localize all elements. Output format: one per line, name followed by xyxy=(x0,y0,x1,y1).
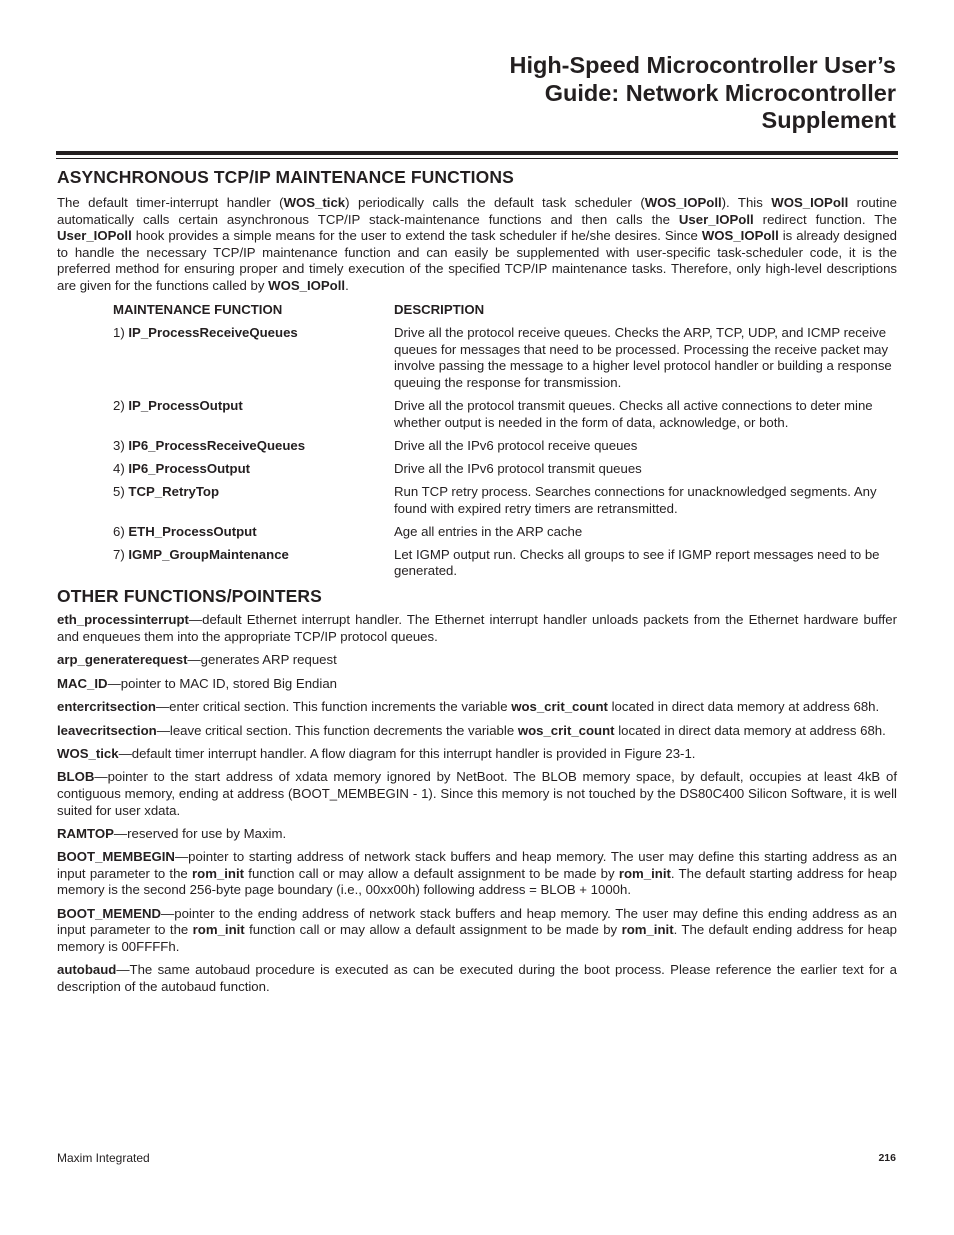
text-run: —default timer interrupt handler. A flow diagram for this interrupt handler is provided in Figure 23-1. xyxy=(118,745,696,761)
title-rule-thin xyxy=(56,158,898,159)
term-bold: leavecritsection xyxy=(57,722,157,738)
table-row xyxy=(113,438,897,461)
function-number: 5) xyxy=(113,483,129,499)
term-bold: WOS_IOPoll xyxy=(771,195,849,210)
text-run: . The default starting address for heap memory is the second 256-byte page boundary (i.e., 00xx00h) following address = BLOB + 1000h. xyxy=(57,865,897,898)
term-bold: rom_init xyxy=(621,922,674,938)
text-run: located in direct data memory at address 68h. xyxy=(614,722,886,738)
text-run: —default Ethernet interrupt handler. The Ethernet interrupt handler unloads packets from the Ethernet hardware buffer and enqueues them into the appropriate TCP/IP protocol queues. xyxy=(57,612,897,644)
term-bold: autobaud xyxy=(57,962,117,978)
table-row xyxy=(113,461,897,484)
text-run: ) periodically calls the default task scheduler ( xyxy=(345,195,645,210)
function-cell xyxy=(113,461,394,484)
definition-item xyxy=(57,906,897,956)
term-bold: WOS_IOPoll xyxy=(701,228,779,244)
function-number: 6) xyxy=(113,523,129,539)
text-run: —pointer to MAC ID, stored Big Endian xyxy=(107,675,337,691)
term-bold: wos_crit_count xyxy=(511,699,608,715)
table-header-row xyxy=(113,302,897,326)
table-row xyxy=(113,547,897,587)
title-line-2: Guide: Network Microcontroller xyxy=(544,79,896,106)
term-bold: BOOT_MEMBEGIN xyxy=(57,849,175,865)
function-cell xyxy=(113,524,394,547)
term-bold: wos_crit_count xyxy=(517,722,615,738)
definitions-list xyxy=(57,612,897,995)
function-cell xyxy=(113,547,394,587)
function-description: Age all entries in the ARP cache xyxy=(394,523,583,539)
definition-item xyxy=(57,746,897,763)
definition-item xyxy=(57,612,897,645)
title-rule-thick xyxy=(56,151,898,155)
text-run: hook provides a simple means for the user to extend the task scheduler if he/she desires. Since xyxy=(131,228,702,244)
definition-item xyxy=(57,849,897,899)
function-cell xyxy=(113,484,394,524)
text-run: ). This xyxy=(721,195,772,210)
text-run: redirect function. The xyxy=(753,211,897,227)
term-bold: WOS_IOPoll xyxy=(644,195,722,210)
text-run: —pointer to the ending address of network stack buffers and heap memory. The user may define this ending address as an input parameter to the xyxy=(57,905,897,938)
definition-item xyxy=(57,962,897,995)
term-bold: eth_processinterrupt xyxy=(57,612,189,628)
term-bold: MAC_ID xyxy=(57,675,108,691)
text-run: is already designed to handle the necessary TCP/IP maintenance function and can easily be supplemented with user-specific task-scheduler code, it is the preferred method for ensuring proper and timely execution of the specified TCP/IP maintenance tasks. Therefore, only high-level descriptions are given for the functions called by xyxy=(57,228,897,293)
term-bold: BLOB xyxy=(57,769,95,785)
text-run: located in direct data memory at address 68h. xyxy=(607,699,880,715)
page-number: 216 xyxy=(878,1152,896,1164)
text-run: —pointer to the start address of xdata memory ignored by NetBoot. The BLOB memory space, by default, occupies at least 4kB of contiguous memory, ending at address (BOOT_MEMBEGIN - 1). Since this memory is not touched by the DS80C400 Silicon Software, it is well suited for user xdata. xyxy=(57,769,897,818)
table-row xyxy=(113,484,897,524)
function-cell xyxy=(113,438,394,461)
page-title xyxy=(336,52,896,135)
text-run: The default timer-interrupt handler ( xyxy=(57,195,284,210)
function-name: IP6_ProcessOutput xyxy=(128,460,251,476)
term-bold: BOOT_MEMEND xyxy=(57,905,162,921)
text-run: —leave critical section. This function decrements the variable xyxy=(156,722,518,738)
function-cell xyxy=(113,325,394,398)
function-number: 1) xyxy=(113,325,129,341)
function-name: IP_ProcessOutput xyxy=(128,398,243,414)
function-description: Run TCP retry process. Searches connections for unacknowledged segments. Any found with expired retry timers are retransmitted. xyxy=(394,483,877,516)
definition-item xyxy=(57,652,897,669)
function-name: TCP_RetryTop xyxy=(128,483,220,499)
maintenance-functions-table xyxy=(113,302,897,587)
text-run: —The same autobaud procedure is executed as can be executed during the boot process. Please reference the earlier text for a description of the autobaud function. xyxy=(57,962,897,995)
term-bold: WOS_IOPoll xyxy=(268,277,346,293)
text-run: —generates ARP request xyxy=(187,652,337,668)
term-bold: rom_init xyxy=(192,865,245,881)
column-header-function: MAINTENANCE FUNCTION xyxy=(113,301,283,317)
function-description: Let IGMP output run. Checks all groups to see if IGMP report messages need to be generated. xyxy=(394,546,880,579)
page-content xyxy=(57,166,897,1002)
function-name: IP_ProcessReceiveQueues xyxy=(128,325,298,341)
function-number: 4) xyxy=(113,460,129,476)
function-description: Drive all the IPv6 protocol transmit queues xyxy=(394,460,642,476)
table-row xyxy=(113,524,897,547)
intro-paragraph xyxy=(57,195,897,295)
section-heading-other: OTHER FUNCTIONS/POINTERS xyxy=(57,586,322,607)
term-bold: rom_init xyxy=(192,922,245,938)
column-header-description: DESCRIPTION xyxy=(394,301,485,317)
function-description: Drive all the protocol receive queues. Checks the ARP, TCP, UDP, and ICMP receive queues for messages that need to be processed. Processing the receive packet may involve passing the message to a higher level protocol handler or building a response queuing the response for transmission. xyxy=(394,325,892,390)
term-bold: User_IOPoll xyxy=(678,211,754,227)
definition-item xyxy=(57,699,897,716)
text-run: . xyxy=(345,277,349,293)
term-bold: RAMTOP xyxy=(57,825,114,841)
footer-company: Maxim Integrated xyxy=(57,1151,150,1165)
text-run: . The default ending address for heap memory is 00FFFFh. xyxy=(57,922,898,955)
function-number: 3) xyxy=(113,437,129,453)
text-run: —enter critical section. This function increments the variable xyxy=(155,699,512,715)
function-number: 2) xyxy=(113,398,129,414)
text-run: —reserved for use by Maxim. xyxy=(113,825,287,841)
definition-item xyxy=(57,769,897,819)
term-bold: arp_generaterequest xyxy=(57,652,188,668)
function-name: IGMP_GroupMaintenance xyxy=(128,546,289,562)
title-line-3: Supplement xyxy=(761,107,896,133)
function-name: ETH_ProcessOutput xyxy=(128,523,257,539)
term-bold: User_IOPoll xyxy=(57,228,132,244)
function-cell xyxy=(113,398,394,438)
function-description: Drive all the protocol transmit queues. Checks all active connections to deter mine whether output is needed in the form of data, acknowledge, or both. xyxy=(394,398,873,430)
term-bold: WOS_tick xyxy=(283,195,346,210)
definition-item xyxy=(57,723,897,740)
function-description: Drive all the IPv6 protocol receive queues xyxy=(394,437,638,453)
definition-item xyxy=(57,826,897,843)
title-line-1: High-Speed Microcontroller User’s xyxy=(509,52,896,78)
function-number: 7) xyxy=(113,546,129,562)
term-bold: WOS_tick xyxy=(57,745,119,761)
table-row xyxy=(113,398,897,438)
text-run: —pointer to starting address of network stack buffers and heap memory. The user may define this starting address as an input parameter to the xyxy=(57,849,897,881)
section-heading-async: ASYNCHRONOUS TCP/IP MAINTENANCE FUNCTIONS xyxy=(57,167,514,187)
text-run: function call or may allow a default assignment to be made by xyxy=(244,865,619,881)
term-bold: rom_init xyxy=(618,865,671,881)
table-row xyxy=(113,325,897,398)
definition-item xyxy=(57,676,897,693)
term-bold: entercritsection xyxy=(57,699,156,715)
text-run: function call or may allow a default assignment to be made by xyxy=(244,922,622,938)
function-name: IP6_ProcessReceiveQueues xyxy=(128,437,306,453)
text-run: routine automatically calls certain asynchronous TCP/IP stack-maintenance functions and then calls the xyxy=(57,195,898,227)
